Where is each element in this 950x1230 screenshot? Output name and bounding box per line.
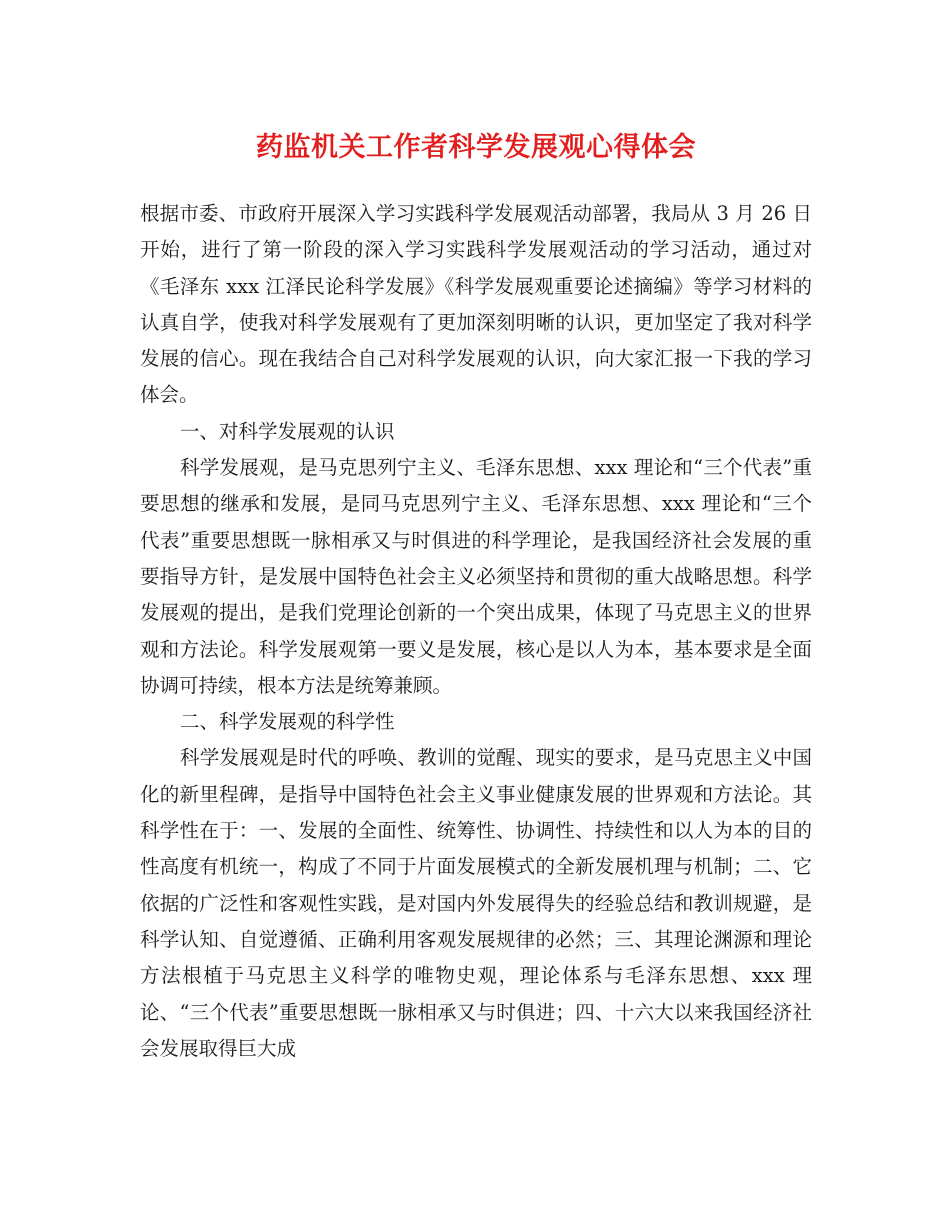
paragraph-section-1: 科学发展观，是马克思列宁主义、毛泽东思想、xxx 理论和“三个代表”重要思想的继承和发展，是同马克思列宁主义、毛泽东思想、xxx 理论和“三个代表”重要思想既一脉相承又与时俱进的科学理论，是我国经济社会发展的重要指导方针，是发展中国特色社会主义必须坚持和贯彻的重大战略思想。科学发展观的提出，是我们党理论创新的一个突出成果，体现了马克思主义的世界观和方法论。科学发展观第一要义是发展，核心是以人为本，基本要求是全面协调可持续，根本方法是统筹兼顾。 bbox=[140, 456, 812, 697]
document-title: 药监机关工作者科学发展观心得体会 bbox=[256, 132, 696, 163]
paragraph-intro: 根据市委、市政府开展深入学习实践科学发展观活动部署，我局从 3 月 26 日开始，进行了第一阶段的深入学习实践科学发展观活动的学习活动，通过对《毛泽东 xxx 江泽民论科学发展》《科学发展观重要论述摘编》等学习材料的认真自学，使我对科学发展观有了更加深刻明晰的认识，更加坚定了我对科学发展的信心。现在我结合自己对科学发展观的认识，向大家汇报一下我的学习体会。 bbox=[140, 202, 812, 407]
section-heading-1: 一、对科学发展观的认识 bbox=[180, 419, 395, 443]
paragraph-section-2: 科学发展观是时代的呼唤、教训的觉醒、现实的要求，是马克思主义中国化的新里程碑，是指导中国特色社会主义事业健康发展的世界观和方法论。其科学性在于：一、发展的全面性、统筹性、协调性、持续性和以人为本的目的性高度有机统一，构成了不同于片面发展模式的全新发展机理与机制；二、它依据的广泛性和客观性实践，是对国内外发展得失的经验总结和教训规避，是科学认知、自觉遵循、正确利用客观发展规律的必然；三、其理论渊源和理论方法根植于马克思主义科学的唯物史观，理论体系与毛泽东思想、xxx 理论、“三个代表”重要思想既一脉相承又与时俱进；四、十六大以来我国经济社会发展取得巨大成 bbox=[140, 746, 812, 1060]
section-heading-2: 二、科学发展观的科学性 bbox=[180, 710, 395, 734]
document-body bbox=[140, 196, 812, 1067]
